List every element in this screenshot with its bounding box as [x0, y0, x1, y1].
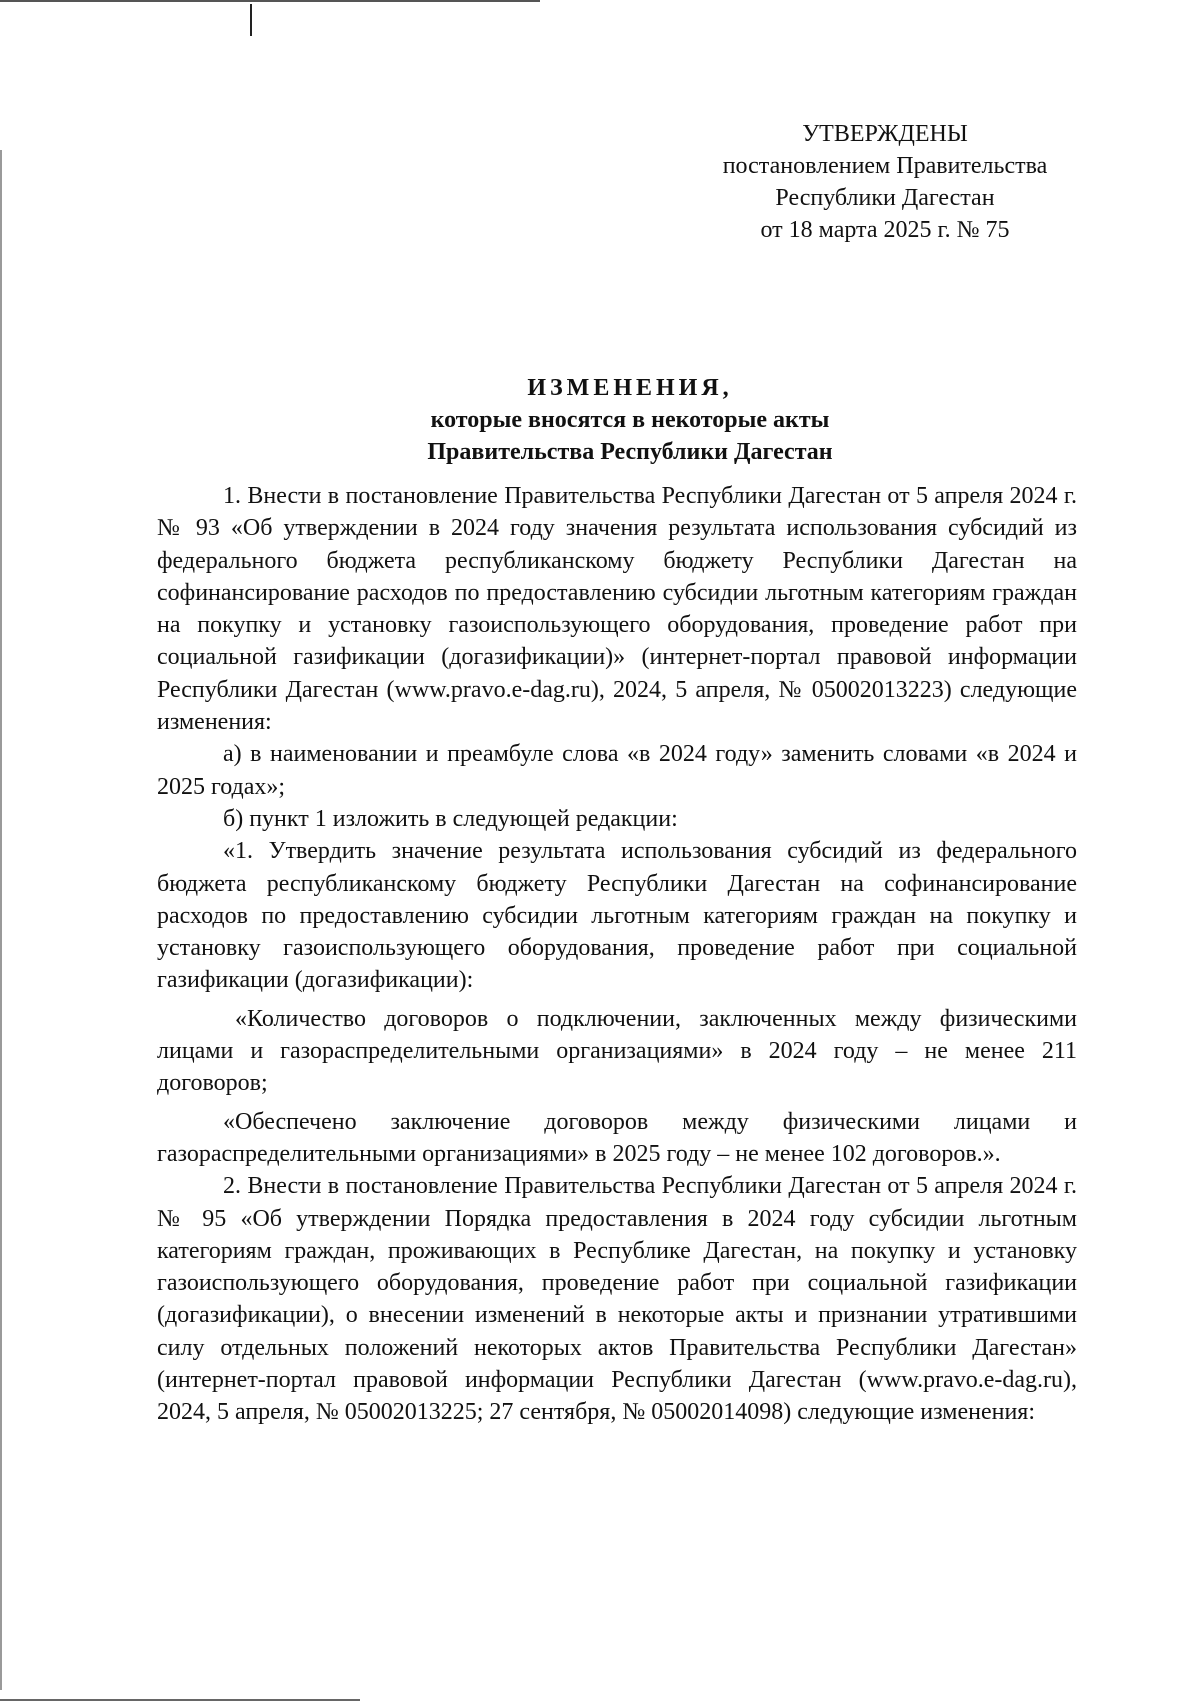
document-body	[157, 480, 1077, 1429]
scan-artifact-tick	[250, 4, 252, 36]
paragraph-1b-quote: «1. Утвердить значение результата использования субсидий из федерального бюджета республиканскому бюджету Республики Дагестан на софинансирование расходов по предоставлению субсидии льготным категориям граждан на покупку и установку газоиспользующего оборудования, проведение работ при социальной газификации (догазификации):	[157, 838, 1077, 994]
heading-line-1: которые вносятся в некоторые акты	[430, 407, 830, 433]
paragraph-1b-item-2: «Обеспечено заключение договоров между физическими лицами и газораспределительными организациями» в 2025 году – не менее 102 договоров.».	[157, 1108, 1077, 1167]
scan-artifact-bottom	[0, 1699, 360, 1701]
scan-artifact-top	[0, 0, 540, 2]
heading-line-2: Правительства Республики Дагестан	[427, 439, 833, 465]
document-heading	[300, 372, 960, 468]
approval-line-3: от 18 марта 2025 г. № 75	[760, 217, 1010, 243]
approval-title: УТВЕРЖДЕНЫ	[802, 121, 968, 147]
paragraph-1: 1. Внести в постановление Правительства Республики Дагестан от 5 апреля 2024 г. № 93 «Об утверждении в 2024 году значения результата использования субсидий из федерального бюджета республиканскому бюджету Республики Дагестан на софинансирование расходов по предоставлению субсидии льготным категориям граждан на покупку и установку газоиспользующего оборудования, проведение работ при социальной газификации (догазификации)» (интернет-портал правовой информации Республики Дагестан (www.pravo.e-dag.ru), 2024, 5 апреля, № 05002013223) следующие изменения:	[157, 483, 1077, 736]
paragraph-2: 2. Внести в постановление Правительства Республики Дагестан от 5 апреля 2024 г. № 95 «Об утверждении Порядка предоставления в 2024 году субсидии льготным категориям граждан, проживающих в Республике Дагестан, на покупку и установку газоиспользующего оборудования, проведение работ при социальной газификации (догазификации), о внесении изменений в некоторые акты и признании утратившими силу отдельных положений некоторых актов Правительства Республики Дагестан» (интернет-портал правовой информации Республики Дагестан (www.pravo.e-dag.ru), 2024, 5 апреля, № 05002013225; 27 сентября, № 05002014098) следующие изменения:	[157, 1173, 1077, 1426]
approval-line-2: Республики Дагестан	[775, 185, 995, 211]
scan-artifact-left	[0, 150, 2, 1690]
paragraph-1b: б) пункт 1 изложить в следующей редакции:	[223, 805, 678, 832]
heading-title: ИЗМЕНЕНИЯ,	[527, 375, 733, 401]
approval-line-1: постановлением Правительства	[722, 153, 1048, 179]
paragraph-1b-item-1: «Количество договоров о подключении, заключенных между физическими лицами и газораспределительными организациями» в 2024 году – не менее 211 договоров;	[157, 1005, 1077, 1097]
approval-stamp-block	[690, 118, 1080, 246]
paragraph-1a: а) в наименовании и преамбуле слова «в 2024 году» заменить словами «в 2024 и 2025 годах»;	[157, 741, 1077, 800]
